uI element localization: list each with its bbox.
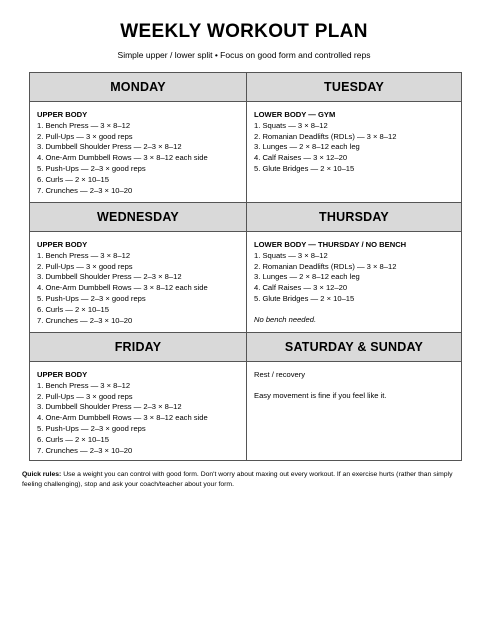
exercise-item: 7. Crunches — 2–3 × 10–20: [37, 315, 133, 325]
wednesday-header: WEDNESDAY: [30, 203, 247, 232]
exercise-item: 1. Bench Press — 3 × 8–12: [37, 380, 131, 390]
weekend-cell: [247, 362, 461, 460]
exercise-item: 2. Pull-Ups — 3 × good reps: [37, 131, 133, 141]
exercise-item: 5. Push-Ups — 2–3 × good reps: [37, 423, 146, 433]
exercise-item: 1. Bench Press — 3 × 8–12: [37, 250, 131, 260]
exercise-item: 6. Curls — 2 × 10–15: [37, 174, 109, 184]
exercise-item: 6. Curls — 2 × 10–15: [37, 434, 109, 444]
exercise-item: 3. Dumbbell Shoulder Press — 2–3 × 8–12: [37, 272, 182, 282]
monday-cell: [30, 102, 247, 203]
tuesday-header: TUESDAY: [247, 73, 461, 102]
thursday-header: THURSDAY: [247, 203, 461, 232]
weekend-header: SATURDAY & SUNDAY: [247, 333, 461, 362]
exercise-item: 5. Push-Ups — 2–3 × good reps: [37, 293, 146, 303]
tuesday-exercise-list: [254, 121, 461, 175]
exercise-item: 4. One-Arm Dumbbell Rows — 3 × 8–12 each side: [37, 283, 208, 293]
thursday-section-title: LOWER BODY — THURSDAY / NO BENCH: [254, 240, 407, 249]
weekend-rest-text: Rest / recovery: [254, 370, 306, 379]
exercise-item: 2. Pull-Ups — 3 × good reps: [37, 261, 133, 271]
exercise-item: 7. Crunches — 2–3 × 10–20: [37, 445, 133, 455]
exercise-item: 4. One-Arm Dumbbell Rows — 3 × 8–12 each side: [37, 413, 208, 423]
exercise-item: 5. Glute Bridges — 2 × 10–15: [254, 293, 355, 303]
friday-cell: [30, 362, 247, 460]
friday-header: FRIDAY: [30, 333, 247, 362]
wednesday-cell: [30, 232, 247, 333]
exercise-item: 3. Dumbbell Shoulder Press — 2–3 × 8–12: [37, 142, 182, 152]
page-subtitle: Simple upper / lower split • Focus on good form and controlled reps: [117, 50, 371, 60]
exercise-item: 2. Romanian Deadlifts (RDLs) — 3 × 8–12: [254, 131, 397, 141]
exercise-item: 1. Squats — 3 × 8–12: [254, 120, 328, 130]
tuesday-cell: [247, 102, 461, 203]
wednesday-section-title: UPPER BODY: [37, 240, 88, 249]
monday-section-title: UPPER BODY: [37, 110, 88, 119]
quick-rules-text: Use a weight you can control with good form. Don't worry about maxing out every workout. If an exercise hurts (rather than simply feeling challenging), stop and ask your coach/teacher about your form.: [22, 471, 453, 488]
friday-exercise-list: [37, 381, 246, 457]
exercise-item: 2. Pull-Ups — 3 × good reps: [37, 391, 133, 401]
exercise-item: 4. Calf Raises — 3 × 12–20: [254, 283, 348, 293]
thursday-note: No bench needed.: [254, 314, 317, 324]
exercise-item: 5. Glute Bridges — 2 × 10–15: [254, 163, 355, 173]
exercise-item: 2. Romanian Deadlifts (RDLs) — 3 × 8–12: [254, 261, 397, 271]
page-title: WEEKLY WORKOUT PLAN: [120, 21, 368, 42]
monday-header: MONDAY: [30, 73, 247, 102]
exercise-item: 7. Crunches — 2–3 × 10–20: [37, 185, 133, 195]
spacer: [254, 381, 461, 391]
monday-exercise-list: [37, 121, 246, 197]
quick-rules-label: Quick rules:: [22, 471, 62, 478]
quick-rules: [22, 470, 468, 490]
tuesday-section-title: LOWER BODY — GYM: [254, 110, 336, 119]
exercise-item: 3. Dumbbell Shoulder Press — 2–3 × 8–12: [37, 402, 182, 412]
exercise-item: 3. Lunges — 2 × 8–12 each leg: [254, 142, 360, 152]
exercise-item: 4. Calf Raises — 3 × 12–20: [254, 153, 348, 163]
exercise-item: 3. Lunges — 2 × 8–12 each leg: [254, 272, 360, 282]
thursday-cell: [247, 232, 461, 333]
workout-plan-table: [29, 72, 462, 461]
exercise-item: 6. Curls — 2 × 10–15: [37, 304, 109, 314]
thursday-exercise-list: [254, 251, 461, 305]
wednesday-exercise-list: [37, 251, 246, 327]
exercise-item: 1. Squats — 3 × 8–12: [254, 250, 328, 260]
exercise-item: 4. One-Arm Dumbbell Rows — 3 × 8–12 each side: [37, 153, 208, 163]
exercise-item: 5. Push-Ups — 2–3 × good reps: [37, 163, 146, 173]
weekend-movement-text: Easy movement is fine if you feel like it.: [254, 390, 387, 400]
friday-section-title: UPPER BODY: [37, 370, 88, 379]
exercise-item: 1. Bench Press — 3 × 8–12: [37, 120, 131, 130]
